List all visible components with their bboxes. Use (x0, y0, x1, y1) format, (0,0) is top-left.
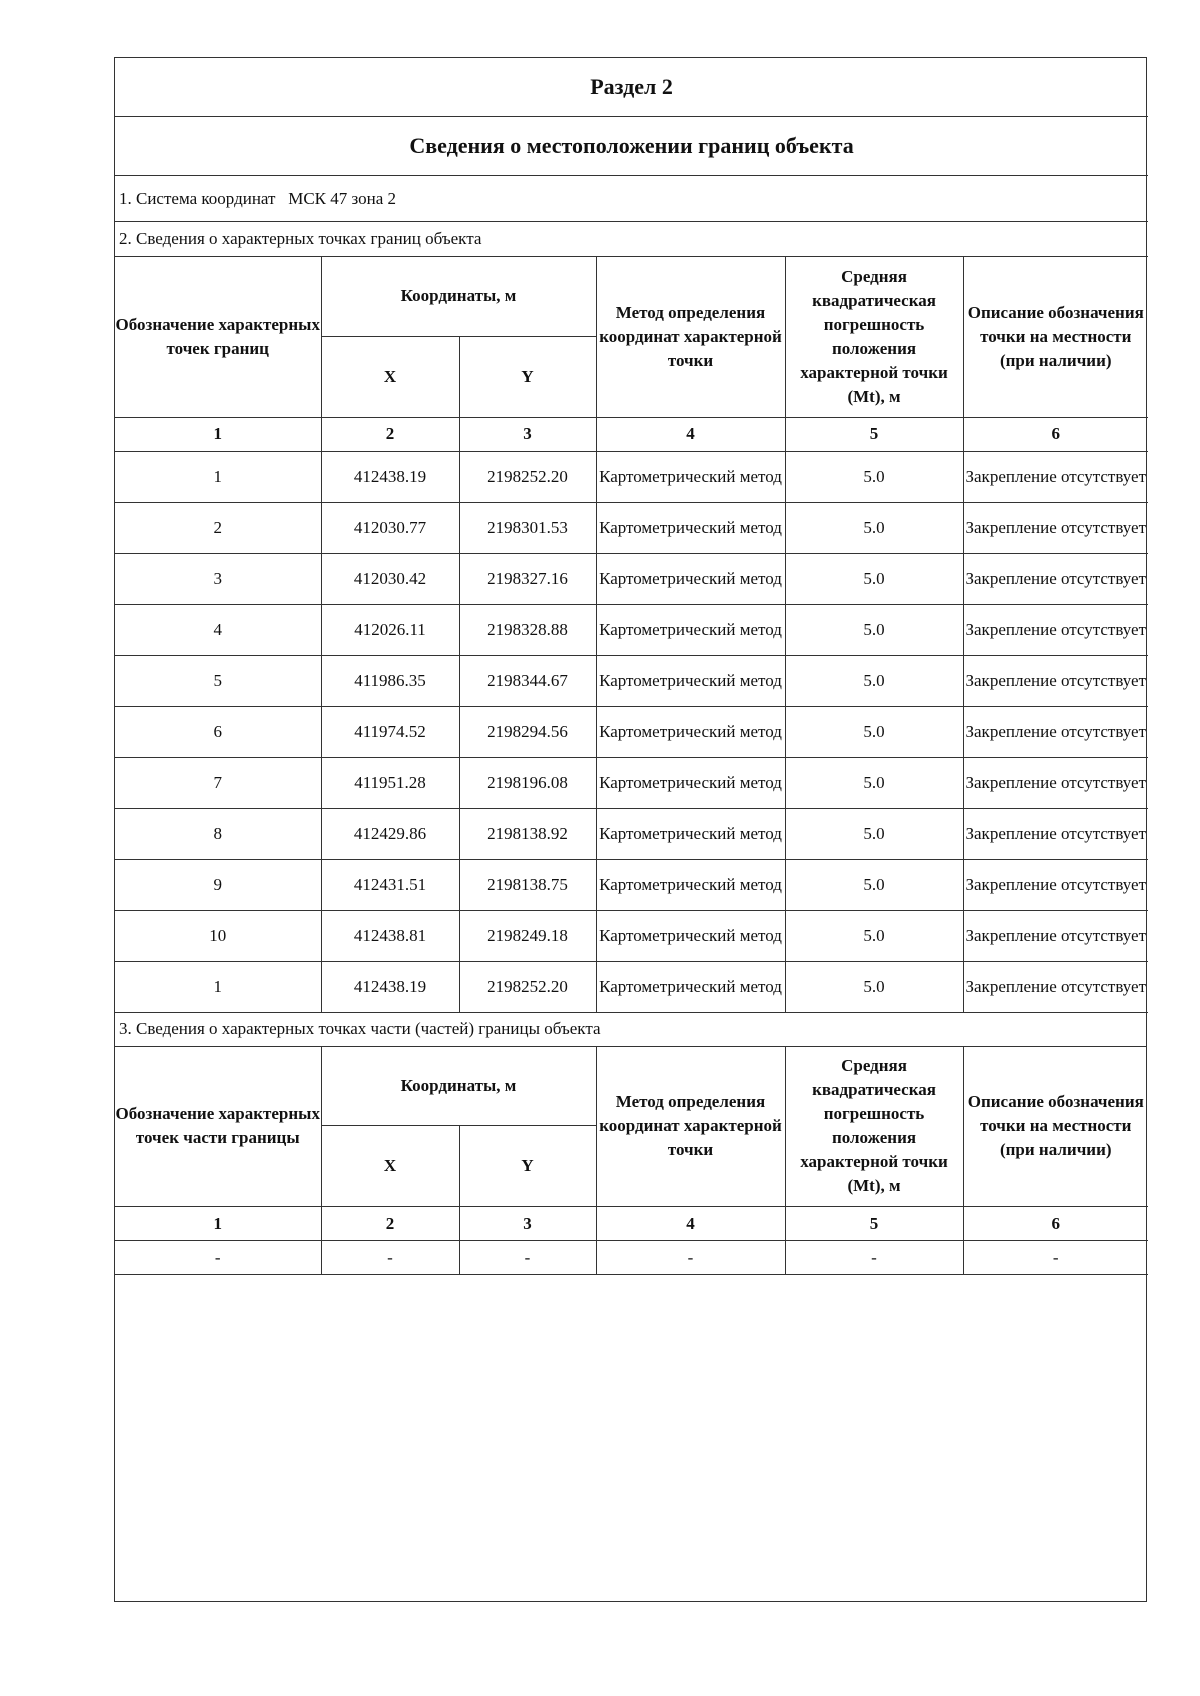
x-coordinate: 412431.51 (321, 859, 459, 910)
header-method: Метод определения координат характерной точки (596, 257, 785, 417)
method-cell: Картометрический метод (596, 859, 785, 910)
method-cell: Картометрический метод (596, 655, 785, 706)
header-table (115, 58, 1148, 257)
description-cell: - (963, 1241, 1148, 1275)
description-cell: Закрепление отсутствует (963, 604, 1148, 655)
y-coordinate: 2198252.20 (459, 961, 596, 1012)
accuracy-cell: 5.0 (785, 757, 963, 808)
accuracy-cell: 5.0 (785, 706, 963, 757)
header-coordinates: Координаты, м (321, 257, 596, 336)
boundary-points-table (115, 257, 1148, 1013)
header-y: Y (459, 336, 596, 417)
column-number: 4 (596, 417, 785, 451)
accuracy-cell: 5.0 (785, 808, 963, 859)
x-coordinate: - (321, 1241, 459, 1275)
point-id: 1 (115, 961, 321, 1012)
x-coordinate: 411986.35 (321, 655, 459, 706)
accuracy-cell: 5.0 (785, 655, 963, 706)
table-row (115, 859, 1148, 910)
table-row (115, 1241, 1148, 1275)
y-coordinate: 2198249.18 (459, 910, 596, 961)
header-y: Y (459, 1126, 596, 1207)
column-number: 2 (321, 417, 459, 451)
point-id: 9 (115, 859, 321, 910)
x-coordinate: 412438.81 (321, 910, 459, 961)
x-coordinate: 411974.52 (321, 706, 459, 757)
section2-label: 2. Сведения о характерных точках границ объекта (115, 222, 1148, 257)
y-coordinate: 2198301.53 (459, 502, 596, 553)
table-row (115, 808, 1148, 859)
point-id: 5 (115, 655, 321, 706)
coordinate-system-label: 1. Система координат (119, 188, 276, 208)
accuracy-cell: 5.0 (785, 910, 963, 961)
method-cell: Картометрический метод (596, 553, 785, 604)
column-number: 6 (963, 1207, 1148, 1241)
method-cell: Картометрический метод (596, 910, 785, 961)
table-row (115, 502, 1148, 553)
method-cell: Картометрический метод (596, 604, 785, 655)
y-coordinate: 2198344.67 (459, 655, 596, 706)
method-cell: Картометрический метод (596, 451, 785, 502)
table-row (115, 910, 1148, 961)
header-accuracy: Средняя квадратическая погрешность положения характерной точки (Mt), м (785, 1047, 963, 1207)
table-row (115, 706, 1148, 757)
section3-label-table (115, 1013, 1146, 1047)
accuracy-cell: 5.0 (785, 604, 963, 655)
column-number: 1 (115, 417, 321, 451)
x-coordinate: 412429.86 (321, 808, 459, 859)
header-x: X (321, 336, 459, 417)
method-cell: Картометрический метод (596, 808, 785, 859)
column-number: 5 (785, 1207, 963, 1241)
y-coordinate: - (459, 1241, 596, 1275)
table-row (115, 961, 1148, 1012)
document-frame (114, 57, 1147, 1602)
method-cell: - (596, 1241, 785, 1275)
header-x: X (321, 1126, 459, 1207)
description-cell: Закрепление отсутствует (963, 706, 1148, 757)
point-id: 4 (115, 604, 321, 655)
point-id: 10 (115, 910, 321, 961)
method-cell: Картометрический метод (596, 961, 785, 1012)
column-number: 5 (785, 417, 963, 451)
y-coordinate: 2198196.08 (459, 757, 596, 808)
method-cell: Картометрический метод (596, 502, 785, 553)
description-cell: Закрепление отсутствует (963, 451, 1148, 502)
y-coordinate: 2198138.92 (459, 808, 596, 859)
header-point-designation-part: Обозначение характерных точек части границы (115, 1047, 321, 1207)
table-row (115, 451, 1148, 502)
column-number: 2 (321, 1207, 459, 1241)
section-title: Раздел 2 (115, 58, 1148, 117)
coordinate-system-line (115, 176, 1148, 222)
header-accuracy: Средняя квадратическая погрешность положения характерной точки (Mt), м (785, 257, 963, 417)
y-coordinate: 2198327.16 (459, 553, 596, 604)
point-id: 6 (115, 706, 321, 757)
description-cell: Закрепление отсутствует (963, 910, 1148, 961)
accuracy-cell: - (785, 1241, 963, 1275)
y-coordinate: 2198328.88 (459, 604, 596, 655)
coordinate-system-value: МСК 47 зона 2 (288, 188, 397, 208)
table-row (115, 553, 1148, 604)
x-coordinate: 411951.28 (321, 757, 459, 808)
x-coordinate: 412438.19 (321, 451, 459, 502)
description-cell: Закрепление отсутствует (963, 655, 1148, 706)
column-number: 6 (963, 417, 1148, 451)
table-row (115, 604, 1148, 655)
header-point-designation: Обозначение характерных точек границ (115, 257, 321, 417)
point-id: 7 (115, 757, 321, 808)
header-description: Описание обозначения точки на местности (при наличии) (963, 1047, 1148, 1207)
accuracy-cell: 5.0 (785, 553, 963, 604)
description-cell: Закрепление отсутствует (963, 502, 1148, 553)
accuracy-cell: 5.0 (785, 859, 963, 910)
table-row (115, 655, 1148, 706)
method-cell: Картометрический метод (596, 757, 785, 808)
y-coordinate: 2198294.56 (459, 706, 596, 757)
accuracy-cell: 5.0 (785, 451, 963, 502)
header-description: Описание обозначения точки на местности (при наличии) (963, 257, 1148, 417)
y-coordinate: 2198252.20 (459, 451, 596, 502)
header-coordinates: Координаты, м (321, 1047, 596, 1126)
column-number: 3 (459, 417, 596, 451)
accuracy-cell: 5.0 (785, 502, 963, 553)
section3-label: 3. Сведения о характерных точках части (частей) границы объекта (115, 1013, 1146, 1047)
description-cell: Закрепление отсутствует (963, 553, 1148, 604)
point-id: 2 (115, 502, 321, 553)
table-row (115, 757, 1148, 808)
description-cell: Закрепление отсутствует (963, 859, 1148, 910)
part-points-table (115, 1047, 1148, 1276)
description-cell: Закрепление отсутствует (963, 757, 1148, 808)
document-title: Сведения о местоположении границ объекта (115, 117, 1148, 176)
point-id: 8 (115, 808, 321, 859)
accuracy-cell: 5.0 (785, 961, 963, 1012)
x-coordinate: 412030.77 (321, 502, 459, 553)
method-cell: Картометрический метод (596, 706, 785, 757)
column-number: 1 (115, 1207, 321, 1241)
description-cell: Закрепление отсутствует (963, 808, 1148, 859)
header-method: Метод определения координат характерной точки (596, 1047, 785, 1207)
column-number: 3 (459, 1207, 596, 1241)
x-coordinate: 412438.19 (321, 961, 459, 1012)
point-id: 1 (115, 451, 321, 502)
y-coordinate: 2198138.75 (459, 859, 596, 910)
x-coordinate: 412030.42 (321, 553, 459, 604)
column-number: 4 (596, 1207, 785, 1241)
description-cell: Закрепление отсутствует (963, 961, 1148, 1012)
point-id: 3 (115, 553, 321, 604)
x-coordinate: 412026.11 (321, 604, 459, 655)
point-id: - (115, 1241, 321, 1275)
